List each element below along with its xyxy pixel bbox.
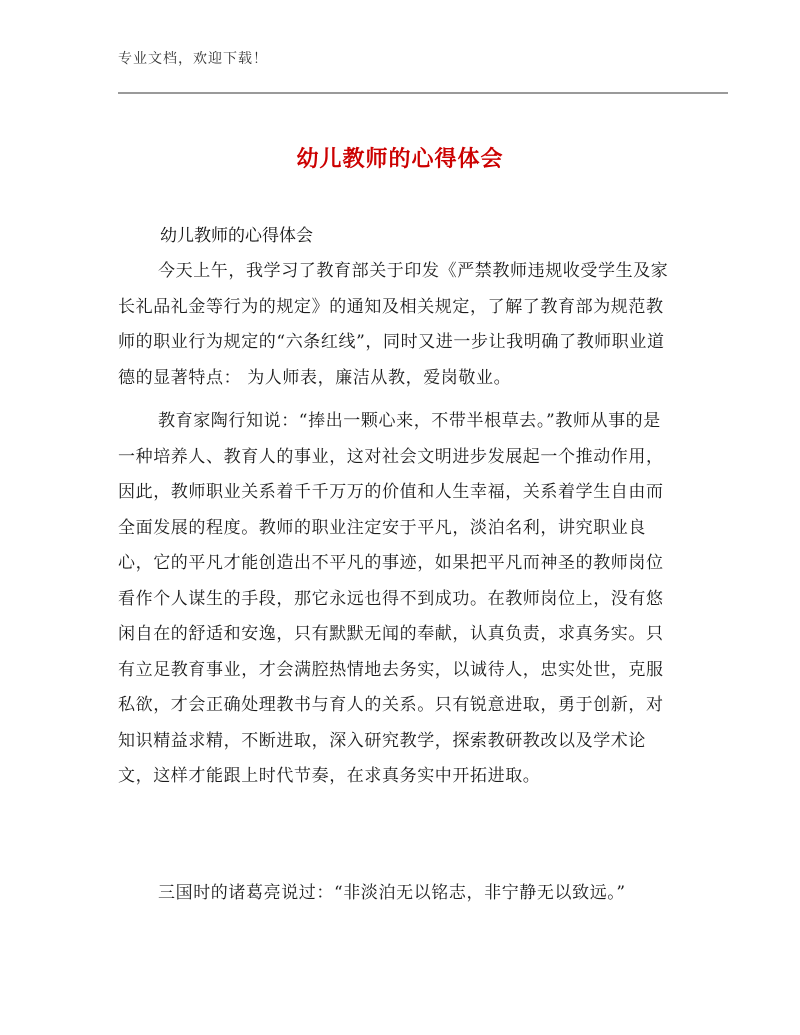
header-note: 专业文档，欢迎下载！ [118,51,268,67]
body-paragraph-block [118,254,678,396]
body-paragraph-block [118,876,678,912]
body-paragraph: 今天上午，我学习了教育部关于印发《严禁教师违规收受学生及家长礼品礼金等行为的规定》的通知及相关规定，了解了教育部为规范教师的职业行为规定的“六条红线”，同时又进一步让我明确了教师职业道德的显著特点： 为人师表，廉洁从教，爱岗敬业。 [118,261,669,388]
body-paragraph: 三国时的诸葛亮说过：“非淡泊无以铭志，非宁静无以致远。” [158,883,626,903]
header-divider [118,92,728,94]
body-paragraph-block [118,404,678,795]
body-paragraph: 教育家陶行知说：“捧出一颗心来，不带半根草去。”教师从事的是一种培养人、教育人的事业，这对社会文明进步发展起一个推动作用，因此，教师职业关系着千千万万的价值和人生幸福，关系着学生自由而全面发展的程度。教师的职业注定安于平凡，淡泊名利，讲究职业良心，它的平凡才能创造出不平凡的事迹，如果把平凡而神圣的教师岗位看作个人谋生的手段，那它永远也得不到成功。在教师岗位上，没有悠闲自在的舒适和安逸，只有默默无闻的奉献，认真负责，求真务实。只有立足教育事业，才会满腔热情地去务实，以诚待人，忠实处世，克服私欲，才会正确处理教书与育人的关系。只有锐意进取，勇于创新，对知识精益求精，不断进取，深入研究教学，探索教研教改以及学术论文，这样才能跟上时代节奏，在求真务实中开拓进取。 [118,411,664,786]
document-title: 幼儿教师的心得体会 [296,147,504,172]
section-title: 幼儿教师的心得体会 [160,226,313,246]
